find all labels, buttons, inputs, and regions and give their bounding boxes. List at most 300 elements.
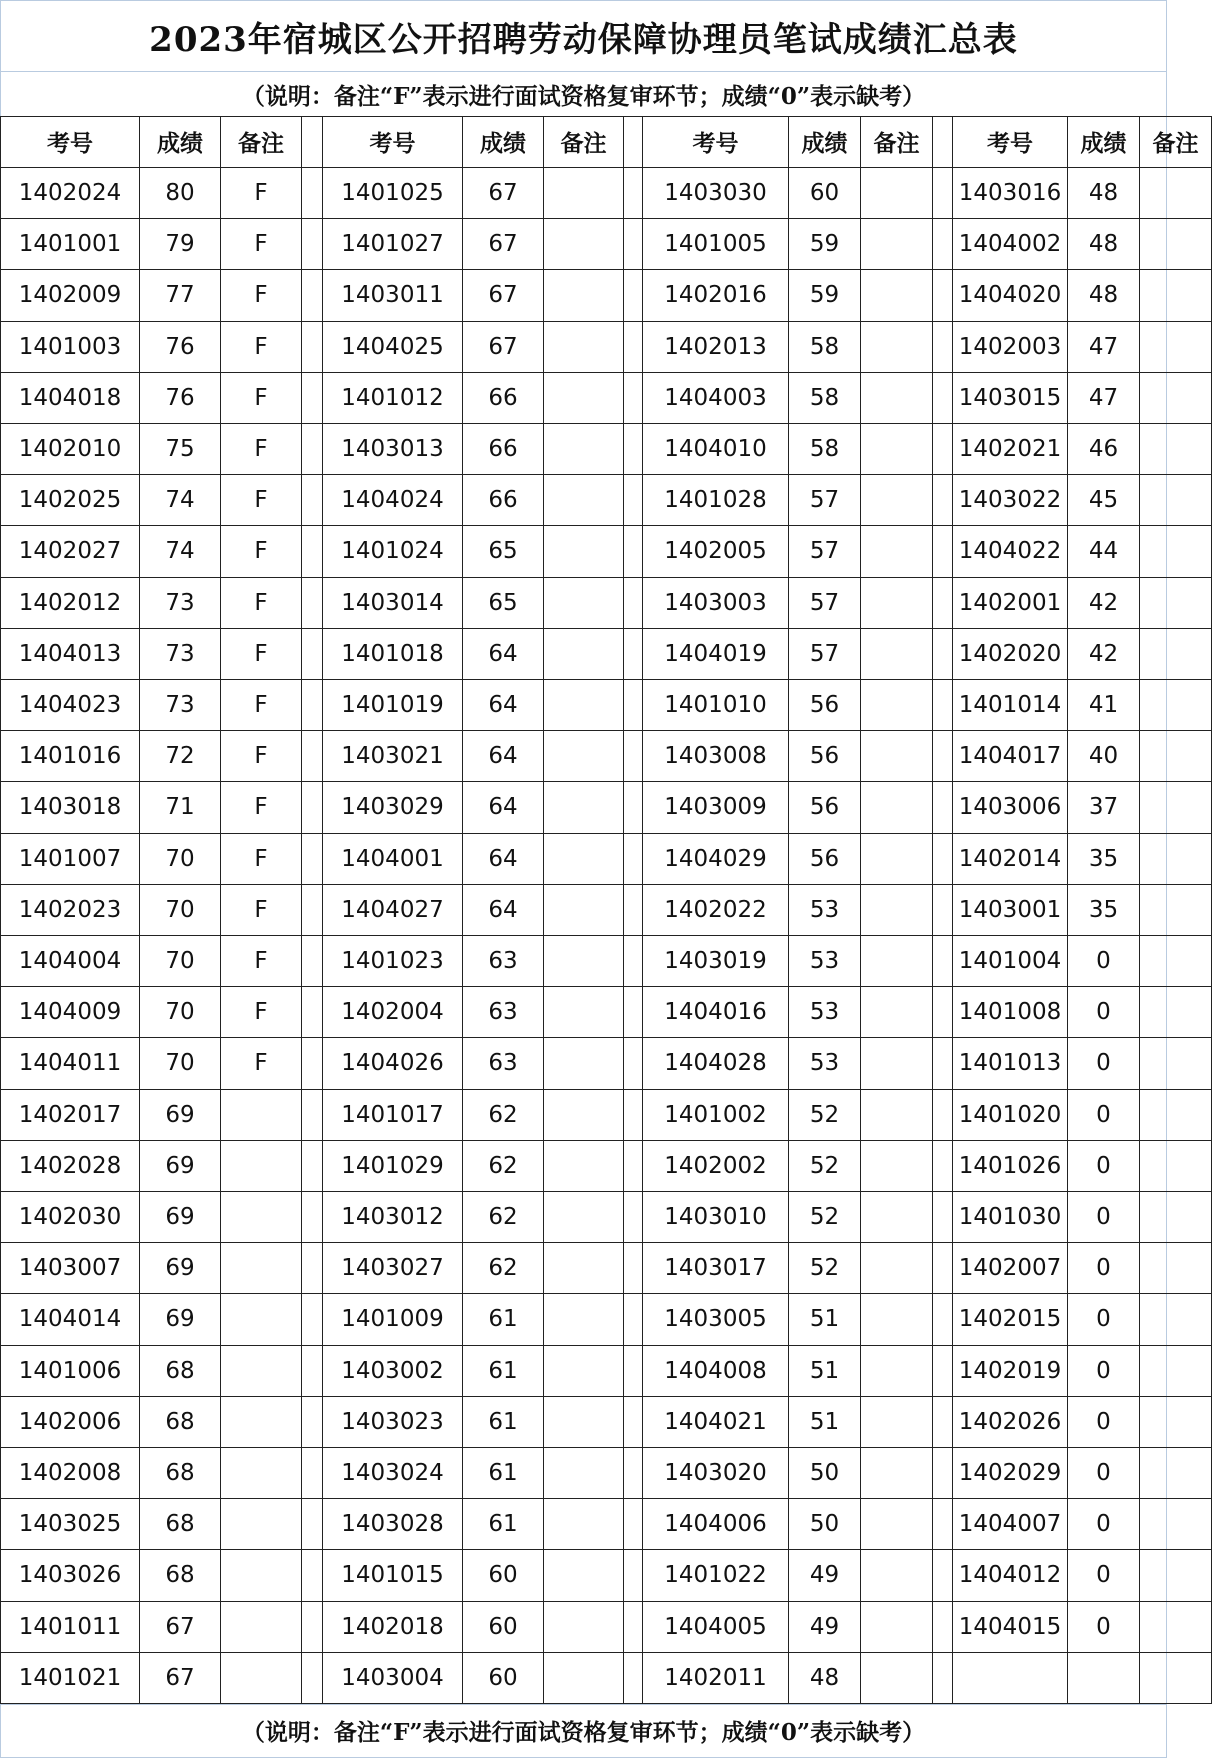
cell-remark bbox=[1140, 219, 1212, 270]
cell-remark bbox=[1140, 1089, 1212, 1140]
cell-id: 1404013 bbox=[1, 628, 140, 679]
cell-id: 1404025 bbox=[323, 321, 463, 372]
column-gap bbox=[933, 1652, 953, 1703]
cell-remark: F bbox=[221, 679, 302, 730]
cell-remark bbox=[861, 423, 933, 474]
cell-id: 1403029 bbox=[323, 782, 463, 833]
cell-remark: F bbox=[221, 423, 302, 474]
cell-remark bbox=[544, 935, 624, 986]
cell-remark bbox=[1140, 1601, 1212, 1652]
cell-id: 1403021 bbox=[323, 731, 463, 782]
cell-score: 64 bbox=[463, 884, 544, 935]
column-gap bbox=[624, 372, 643, 423]
cell-remark bbox=[544, 884, 624, 935]
cell-id: 1401007 bbox=[1, 833, 140, 884]
cell-remark bbox=[861, 1447, 933, 1498]
header-score-1: 成绩 bbox=[140, 117, 221, 168]
column-gap bbox=[624, 1550, 643, 1601]
cell-remark bbox=[861, 475, 933, 526]
table-row bbox=[1, 321, 1212, 372]
cell-id: 1401014 bbox=[953, 679, 1068, 730]
cell-score: 57 bbox=[789, 577, 861, 628]
table-row bbox=[1, 833, 1212, 884]
table-row bbox=[1, 423, 1212, 474]
cell-id: 1401018 bbox=[323, 628, 463, 679]
cell-score: 51 bbox=[789, 1345, 861, 1396]
cell-id: 1403018 bbox=[1, 782, 140, 833]
cell-score: 70 bbox=[140, 1038, 221, 1089]
cell-id: 1403008 bbox=[643, 731, 789, 782]
cell-id: 1404016 bbox=[643, 987, 789, 1038]
cell-score: 56 bbox=[789, 679, 861, 730]
cell-id: 1401013 bbox=[953, 1038, 1068, 1089]
column-gap bbox=[302, 782, 323, 833]
column-gap bbox=[624, 423, 643, 474]
table-row bbox=[1, 1550, 1212, 1601]
cell-id: 1402019 bbox=[953, 1345, 1068, 1396]
cell-remark bbox=[544, 1447, 624, 1498]
cell-id: 1402029 bbox=[953, 1447, 1068, 1498]
column-gap bbox=[302, 935, 323, 986]
cell-score: 46 bbox=[1068, 423, 1140, 474]
column-gap bbox=[933, 1191, 953, 1242]
cell-remark bbox=[544, 219, 624, 270]
cell-remark bbox=[544, 270, 624, 321]
cell-score: 75 bbox=[140, 423, 221, 474]
cell-id: 1401027 bbox=[323, 219, 463, 270]
table-row bbox=[1, 1447, 1212, 1498]
cell-id: 1404015 bbox=[953, 1601, 1068, 1652]
cell-id: 1402016 bbox=[643, 270, 789, 321]
cell-score: 44 bbox=[1068, 526, 1140, 577]
header-score-2: 成绩 bbox=[463, 117, 544, 168]
cell-id: 1402018 bbox=[323, 1601, 463, 1652]
cell-id: 1402025 bbox=[1, 475, 140, 526]
cell-remark bbox=[544, 1294, 624, 1345]
table-row bbox=[1, 731, 1212, 782]
cell-id: 1404002 bbox=[953, 219, 1068, 270]
cell-remark bbox=[1140, 423, 1212, 474]
cell-score: 58 bbox=[789, 423, 861, 474]
cell-id: 1402028 bbox=[1, 1140, 140, 1191]
cell-id: 1403028 bbox=[323, 1499, 463, 1550]
cell-id: 1404020 bbox=[953, 270, 1068, 321]
cell-score: 73 bbox=[140, 628, 221, 679]
cell-id: 1403015 bbox=[953, 372, 1068, 423]
cell-score: 76 bbox=[140, 321, 221, 372]
column-gap bbox=[624, 321, 643, 372]
cell-id: 1402017 bbox=[1, 1089, 140, 1140]
column-gap bbox=[933, 167, 953, 218]
table-row bbox=[1, 935, 1212, 986]
cell-score: 74 bbox=[140, 475, 221, 526]
cell-score: 52 bbox=[789, 1140, 861, 1191]
cell-id: 1402023 bbox=[1, 884, 140, 935]
cell-id: 1401016 bbox=[1, 731, 140, 782]
cell-score: 63 bbox=[463, 1038, 544, 1089]
cell-remark: F bbox=[221, 884, 302, 935]
cell-score: 49 bbox=[789, 1601, 861, 1652]
cell-remark bbox=[544, 628, 624, 679]
header-id-2: 考号 bbox=[323, 117, 463, 168]
cell-score: 64 bbox=[463, 782, 544, 833]
column-gap bbox=[624, 1140, 643, 1191]
cell-remark bbox=[861, 321, 933, 372]
column-gap bbox=[933, 117, 953, 168]
cell-remark bbox=[544, 782, 624, 833]
cell-remark bbox=[1140, 1499, 1212, 1550]
table-row bbox=[1, 577, 1212, 628]
cell-remark bbox=[544, 372, 624, 423]
column-gap bbox=[302, 219, 323, 270]
cell-remark bbox=[1140, 372, 1212, 423]
cell-id: 1403027 bbox=[323, 1243, 463, 1294]
cell-id: 1404018 bbox=[1, 372, 140, 423]
cell-score: 64 bbox=[463, 833, 544, 884]
cell-remark bbox=[544, 1191, 624, 1242]
cell-score: 57 bbox=[789, 628, 861, 679]
cell-remark bbox=[544, 1345, 624, 1396]
cell-score: 0 bbox=[1068, 1396, 1140, 1447]
cell-id: 1403007 bbox=[1, 1243, 140, 1294]
cell-remark bbox=[1140, 1038, 1212, 1089]
cell-id: 1402027 bbox=[1, 526, 140, 577]
cell-score: 79 bbox=[140, 219, 221, 270]
column-gap bbox=[933, 1038, 953, 1089]
column-gap bbox=[624, 628, 643, 679]
cell-id: 1403016 bbox=[953, 167, 1068, 218]
cell-remark bbox=[861, 1345, 933, 1396]
column-gap bbox=[624, 1089, 643, 1140]
cell-id: 1403025 bbox=[1, 1499, 140, 1550]
column-gap bbox=[933, 833, 953, 884]
column-gap bbox=[933, 475, 953, 526]
cell-remark bbox=[221, 1499, 302, 1550]
cell-score: 0 bbox=[1068, 987, 1140, 1038]
cell-remark bbox=[1140, 1140, 1212, 1191]
cell-score: 42 bbox=[1068, 628, 1140, 679]
cell-remark bbox=[861, 1601, 933, 1652]
cell-id: 1403014 bbox=[323, 577, 463, 628]
cell-id: 1401012 bbox=[323, 372, 463, 423]
table-row bbox=[1, 1191, 1212, 1242]
cell-id: 1401015 bbox=[323, 1550, 463, 1601]
cell-score: 50 bbox=[789, 1447, 861, 1498]
column-gap bbox=[933, 1243, 953, 1294]
cell-id: 1404024 bbox=[323, 475, 463, 526]
cell-remark bbox=[1140, 1447, 1212, 1498]
cell-score: 68 bbox=[140, 1447, 221, 1498]
cell-remark bbox=[544, 167, 624, 218]
cell-id: 1404019 bbox=[643, 628, 789, 679]
cell-id: 1402010 bbox=[1, 423, 140, 474]
cell-id: 1401025 bbox=[323, 167, 463, 218]
table-row bbox=[1, 884, 1212, 935]
cell-id: 1403010 bbox=[643, 1191, 789, 1242]
cell-remark bbox=[544, 526, 624, 577]
column-gap bbox=[933, 526, 953, 577]
cell-score: 74 bbox=[140, 526, 221, 577]
cell-remark bbox=[1140, 1652, 1212, 1703]
column-gap bbox=[302, 526, 323, 577]
column-gap bbox=[624, 935, 643, 986]
cell-remark bbox=[221, 1652, 302, 1703]
cell-id: 1404023 bbox=[1, 679, 140, 730]
column-gap bbox=[933, 935, 953, 986]
cell-score: 53 bbox=[789, 1038, 861, 1089]
cell-id: 1403001 bbox=[953, 884, 1068, 935]
cell-score: 0 bbox=[1068, 1089, 1140, 1140]
table-row bbox=[1, 475, 1212, 526]
cell-score: 72 bbox=[140, 731, 221, 782]
cell-score: 48 bbox=[1068, 219, 1140, 270]
cell-id: 1404001 bbox=[323, 833, 463, 884]
cell-remark bbox=[544, 1652, 624, 1703]
cell-remark bbox=[861, 628, 933, 679]
table-row bbox=[1, 1140, 1212, 1191]
cell-remark bbox=[544, 1140, 624, 1191]
cell-score: 57 bbox=[789, 526, 861, 577]
cell-id: 1403002 bbox=[323, 1345, 463, 1396]
column-gap bbox=[624, 1038, 643, 1089]
cell-remark: F bbox=[221, 1038, 302, 1089]
column-gap bbox=[933, 270, 953, 321]
cell-id: 1401030 bbox=[953, 1191, 1068, 1242]
cell-remark bbox=[1140, 167, 1212, 218]
cell-remark bbox=[1140, 628, 1212, 679]
cell-remark bbox=[861, 782, 933, 833]
column-gap bbox=[624, 1294, 643, 1345]
cell-score: 69 bbox=[140, 1243, 221, 1294]
cell-id: 1404029 bbox=[643, 833, 789, 884]
cell-id: 1404004 bbox=[1, 935, 140, 986]
column-gap bbox=[933, 731, 953, 782]
table-row bbox=[1, 167, 1212, 218]
column-gap bbox=[933, 577, 953, 628]
cell-score: 35 bbox=[1068, 833, 1140, 884]
column-gap bbox=[933, 679, 953, 730]
cell-id: 1402024 bbox=[1, 167, 140, 218]
cell-score: 60 bbox=[463, 1652, 544, 1703]
cell-id: 1404009 bbox=[1, 987, 140, 1038]
cell-id: 1404008 bbox=[643, 1345, 789, 1396]
cell-score: 0 bbox=[1068, 1601, 1140, 1652]
column-gap bbox=[302, 731, 323, 782]
cell-score: 53 bbox=[789, 935, 861, 986]
column-gap bbox=[302, 1499, 323, 1550]
cell-remark bbox=[544, 475, 624, 526]
cell-remark bbox=[1140, 577, 1212, 628]
cell-score: 35 bbox=[1068, 884, 1140, 935]
cell-id: 1403005 bbox=[643, 1294, 789, 1345]
header-id-4: 考号 bbox=[953, 117, 1068, 168]
cell-score: 56 bbox=[789, 731, 861, 782]
cell-score: 60 bbox=[463, 1550, 544, 1601]
cell-id: 1402008 bbox=[1, 1447, 140, 1498]
cell-score: 59 bbox=[789, 270, 861, 321]
column-gap bbox=[624, 731, 643, 782]
cell-remark bbox=[544, 1038, 624, 1089]
table-row bbox=[1, 987, 1212, 1038]
column-gap bbox=[624, 1243, 643, 1294]
cell-id: 1402021 bbox=[953, 423, 1068, 474]
cell-score: 0 bbox=[1068, 1243, 1140, 1294]
cell-score: 71 bbox=[140, 782, 221, 833]
cell-id: 1402002 bbox=[643, 1140, 789, 1191]
cell-score: 56 bbox=[789, 833, 861, 884]
column-gap bbox=[624, 1191, 643, 1242]
cell-id: 1403009 bbox=[643, 782, 789, 833]
cell-score: 80 bbox=[140, 167, 221, 218]
cell-remark bbox=[861, 833, 933, 884]
cell-id: 1403023 bbox=[323, 1396, 463, 1447]
cell-score: 61 bbox=[463, 1294, 544, 1345]
cell-remark: F bbox=[221, 577, 302, 628]
cell-score: 42 bbox=[1068, 577, 1140, 628]
cell-id: 1401001 bbox=[1, 219, 140, 270]
column-gap bbox=[302, 628, 323, 679]
cell-remark: F bbox=[221, 270, 302, 321]
cell-id: 1401028 bbox=[643, 475, 789, 526]
cell-remark bbox=[544, 1499, 624, 1550]
header-score-4: 成绩 bbox=[1068, 117, 1140, 168]
cell-score: 70 bbox=[140, 935, 221, 986]
cell-remark bbox=[861, 526, 933, 577]
cell-remark bbox=[1140, 1396, 1212, 1447]
table-row bbox=[1, 679, 1212, 730]
cell-remark bbox=[861, 1652, 933, 1703]
cell-remark bbox=[861, 270, 933, 321]
cell-remark bbox=[1140, 475, 1212, 526]
column-gap bbox=[302, 884, 323, 935]
column-gap bbox=[933, 1294, 953, 1345]
cell-id: 1404003 bbox=[643, 372, 789, 423]
page-title: 2023年宿城区公开招聘劳动保障协理员笔试成绩汇总表 bbox=[149, 19, 1018, 60]
cell-id: 1403024 bbox=[323, 1447, 463, 1498]
cell-id: 1401003 bbox=[1, 321, 140, 372]
cell-remark bbox=[861, 167, 933, 218]
cell-score: 67 bbox=[463, 167, 544, 218]
cell-id: 1404006 bbox=[643, 1499, 789, 1550]
cell-score: 0 bbox=[1068, 1038, 1140, 1089]
cell-id: 1401008 bbox=[953, 987, 1068, 1038]
cell-id: 1403006 bbox=[953, 782, 1068, 833]
table-row bbox=[1, 1294, 1212, 1345]
cell-id: 1404022 bbox=[953, 526, 1068, 577]
column-gap bbox=[624, 1447, 643, 1498]
column-gap bbox=[933, 1396, 953, 1447]
cell-score: 62 bbox=[463, 1089, 544, 1140]
cell-score: 0 bbox=[1068, 1191, 1140, 1242]
column-gap bbox=[302, 423, 323, 474]
column-gap bbox=[933, 1447, 953, 1498]
cell-remark bbox=[861, 884, 933, 935]
cell-id: 1404012 bbox=[953, 1550, 1068, 1601]
column-gap bbox=[624, 884, 643, 935]
column-gap bbox=[624, 987, 643, 1038]
cell-id: 1402014 bbox=[953, 833, 1068, 884]
cell-remark: F bbox=[221, 475, 302, 526]
cell-score: 59 bbox=[789, 219, 861, 270]
cell-remark: F bbox=[221, 987, 302, 1038]
column-gap bbox=[302, 1140, 323, 1191]
cell-score: 68 bbox=[140, 1396, 221, 1447]
cell-id: 1402020 bbox=[953, 628, 1068, 679]
table-row bbox=[1, 1396, 1212, 1447]
cell-remark bbox=[544, 577, 624, 628]
cell-remark bbox=[221, 1345, 302, 1396]
cell-remark bbox=[1140, 270, 1212, 321]
cell-remark bbox=[1140, 679, 1212, 730]
cell-remark bbox=[544, 679, 624, 730]
cell-id: 1402007 bbox=[953, 1243, 1068, 1294]
cell-id: 1401019 bbox=[323, 679, 463, 730]
cell-remark bbox=[1140, 987, 1212, 1038]
cell-score: 61 bbox=[463, 1499, 544, 1550]
cell-score: 61 bbox=[463, 1396, 544, 1447]
cell-id: 1404017 bbox=[953, 731, 1068, 782]
table-row bbox=[1, 219, 1212, 270]
column-gap bbox=[624, 1601, 643, 1652]
cell-score: 57 bbox=[789, 475, 861, 526]
column-gap bbox=[302, 1396, 323, 1447]
table-row bbox=[1, 1652, 1212, 1703]
column-gap bbox=[302, 833, 323, 884]
cell-remark: F bbox=[221, 167, 302, 218]
column-gap bbox=[933, 372, 953, 423]
cell-remark bbox=[221, 1294, 302, 1345]
cell-score: 68 bbox=[140, 1345, 221, 1396]
cell-remark bbox=[861, 1550, 933, 1601]
cell-remark bbox=[544, 1243, 624, 1294]
cell-id: 1404005 bbox=[643, 1601, 789, 1652]
cell-id: 1403026 bbox=[1, 1550, 140, 1601]
column-gap bbox=[302, 1550, 323, 1601]
cell-remark bbox=[1140, 1243, 1212, 1294]
column-gap bbox=[933, 1601, 953, 1652]
cell-id: 1402012 bbox=[1, 577, 140, 628]
column-gap bbox=[302, 1652, 323, 1703]
cell-score: 64 bbox=[463, 731, 544, 782]
cell-id: 1403020 bbox=[643, 1447, 789, 1498]
cell-remark bbox=[544, 987, 624, 1038]
cell-remark bbox=[544, 1089, 624, 1140]
column-gap bbox=[302, 987, 323, 1038]
cell-remark bbox=[861, 679, 933, 730]
cell-remark bbox=[1140, 1191, 1212, 1242]
cell-remark bbox=[544, 731, 624, 782]
cell-score: 67 bbox=[463, 321, 544, 372]
cell-score: 76 bbox=[140, 372, 221, 423]
cell-score: 69 bbox=[140, 1140, 221, 1191]
cell-id: 1403013 bbox=[323, 423, 463, 474]
cell-score: 48 bbox=[789, 1652, 861, 1703]
cell-score: 63 bbox=[463, 987, 544, 1038]
cell-id: 1404011 bbox=[1, 1038, 140, 1089]
cell-id: 1404026 bbox=[323, 1038, 463, 1089]
cell-remark: F bbox=[221, 372, 302, 423]
cell-score: 60 bbox=[463, 1601, 544, 1652]
column-gap bbox=[933, 884, 953, 935]
cell-score: 69 bbox=[140, 1089, 221, 1140]
cell-id: 1403003 bbox=[643, 577, 789, 628]
cell-id: 1402026 bbox=[953, 1396, 1068, 1447]
cell-remark: F bbox=[221, 782, 302, 833]
cell-score: 0 bbox=[1068, 1499, 1140, 1550]
column-gap bbox=[302, 321, 323, 372]
cell-score: 68 bbox=[140, 1550, 221, 1601]
cell-remark bbox=[861, 219, 933, 270]
